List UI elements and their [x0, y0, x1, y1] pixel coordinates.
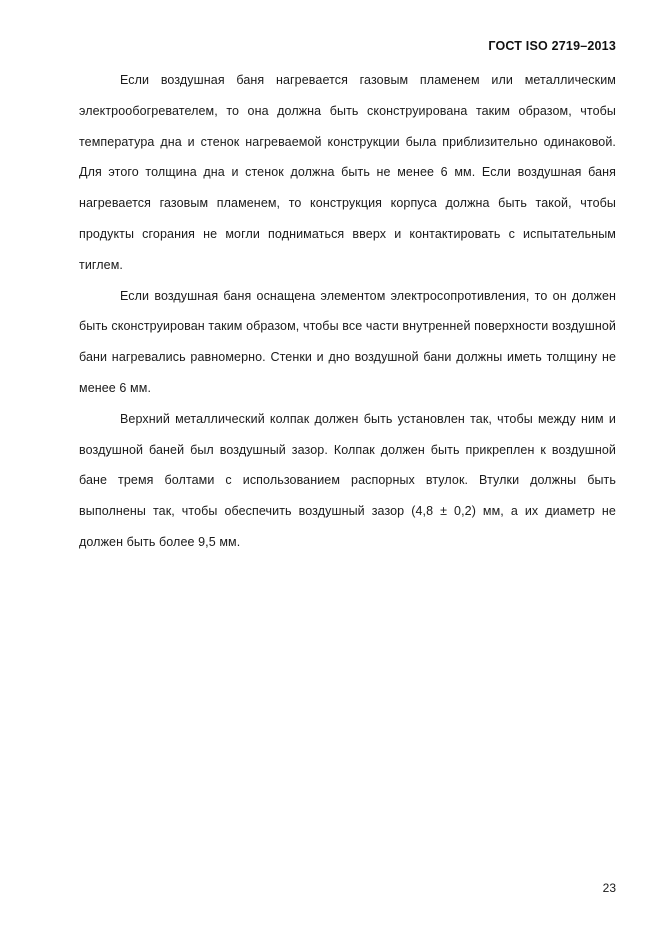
page-number: 23 [602, 881, 616, 895]
paragraph-metal-cover: Верхний металлический колпак должен быть установлен так, чтобы между ним и воздушной баней был воздушный зазор. Колпак должен быть прикреплен к воздушной бане тремя болтами с использованием распорных втулок. Втулки должны быть выполнены так, чтобы обеспечить воздушный зазор (4,8 ± 0,2) мм, а их диаметр не должен быть более 9,5 мм. [79, 411, 616, 549]
paragraph-resistance-element: Если воздушная баня оснащена элементом электросопротивления, то он должен быть сконструирован таким образом, чтобы все части внутренней поверхности воздушной бани нагревались равномерно. Стенки и дно воздушной бани должны иметь толщину не менее 6 мм. [79, 288, 616, 395]
standard-header: ГОСТ ISO 2719–2013 [488, 39, 616, 53]
body-text [79, 65, 616, 558]
paragraph-air-bath-heating: Если воздушная баня нагревается газовым пламенем или металлическим электрообогревателем, то она должна быть сконструирована таким образом, чтобы температура дна и стенок нагреваемой конструкции была приблизительно одинаковой. Для этого толщина дна и стенок должна быть не менее 6 мм. Если воздушная баня нагревается газовым пламенем, то конструкция корпуса должна быть такой, чтобы продукты сгорания не могли подниматься вверх и контактировать с испытательным тиглем. [79, 73, 616, 272]
